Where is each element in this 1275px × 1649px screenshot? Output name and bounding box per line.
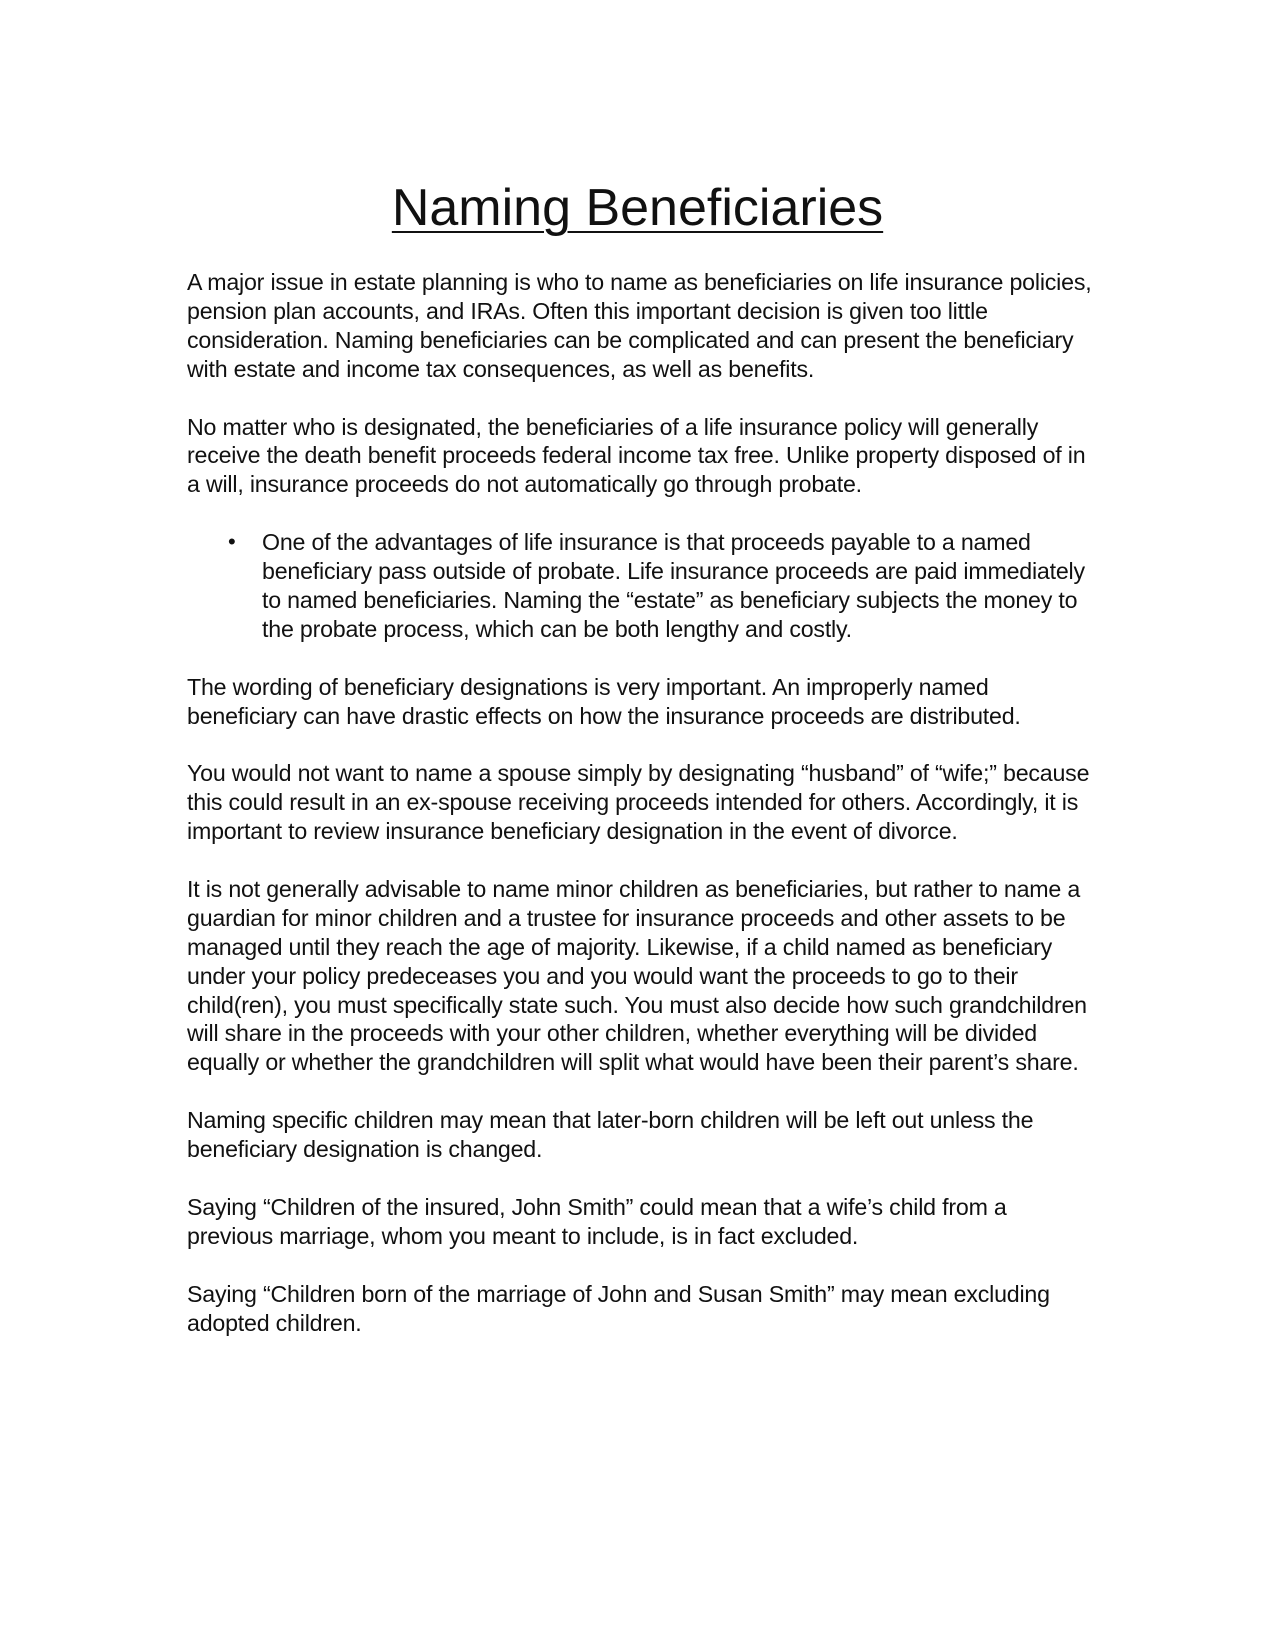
bullet-icon: • (228, 529, 236, 555)
paragraph-wording: The wording of beneficiary designations is very important. An improperly named beneficiary can have drastic effects on how the insurance proceeds are distributed. (187, 673, 1021, 729)
paragraph-probate: No matter who is designated, the beneficiaries of a life insurance policy will generally receive the death benefit proceeds federal income tax free. Unlike property disposed of in a will, insurance proceeds do not automatically go through probate. (187, 413, 1086, 498)
paragraph-intro: A major issue in estate planning is who to name as beneficiaries on life insurance policies, pension plan accounts, and IRAs. Often this important decision is given too little consideration. Naming beneficiaries can be complicated and can present the beneficiary with estate and income tax consequences, as well as benefits. (187, 269, 1092, 382)
document-title: Naming Beneficiaries (391, 179, 884, 237)
document-body (187, 268, 1092, 1366)
paragraph-specific-children: Naming specific children may mean that later-born children will be left out unless the beneficiary designation is changed. (187, 1107, 1034, 1163)
bullet-item (187, 528, 1092, 644)
bullet-list (187, 528, 1092, 644)
paragraph-minor-children: It is not generally advisable to name minor children as beneficiaries, but rather to name a guardian for minor children and a trustee for insurance proceeds and other assets to be managed until they reach the age of majority. Likewise, if a child named as beneficiary under your policy predeceases you and you would want the proceeds to go to their child(ren), you must specifically state such. You must also decide how such grandchildren will share in the proceeds with your other children, whether everything will be divided equally or whether the grandchildren will split what would have been their parent’s share. (187, 875, 1087, 1076)
bullet-text: One of the advantages of life insurance is that proceeds payable to a named beneficiary pass outside of probate. Life insurance proceeds are paid immediately to named beneficiaries. Naming the “estate” as beneficiary subjects the money to the probate process, which can be both lengthy and costly. (262, 529, 1085, 642)
paragraph-children-of-insured: Saying “Children of the insured, John Smith” could mean that a wife’s child from a previous marriage, whom you meant to include, is in fact excluded. (187, 1193, 1007, 1249)
paragraph-spouse: You would not want to name a spouse simply by designating “husband” of “wife;” because this could result in an ex-spouse receiving proceeds intended for others. Accordingly, it is important to review insurance beneficiary designation in the event of divorce. (187, 760, 1090, 845)
paragraph-children-born-of-marriage: Saying “Children born of the marriage of John and Susan Smith” may mean excluding adopted children. (187, 1280, 1050, 1336)
